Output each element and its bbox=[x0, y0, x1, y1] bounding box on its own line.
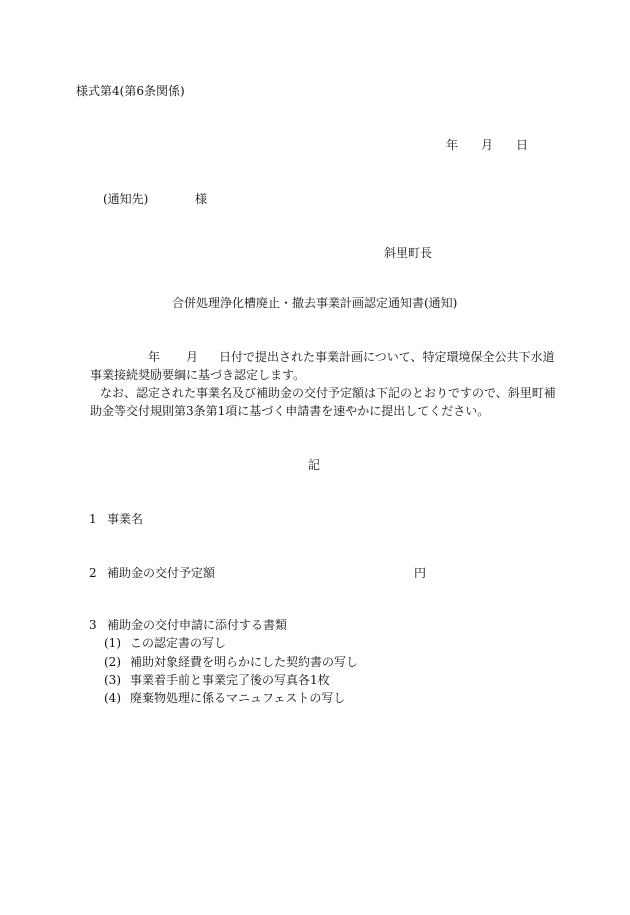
subitem-number: (4) bbox=[104, 691, 121, 705]
item2-number: 2 bbox=[89, 566, 97, 580]
recipient-label: (通知先) bbox=[103, 192, 149, 206]
body-paragraph2-line2: 助金等交付規則第3条第1項に基づく申請書を速やかに提出してください。 bbox=[90, 404, 490, 418]
item2-label: 補助金の交付予定額 bbox=[107, 566, 216, 580]
subitem-text: 事業着手前と事業完了後の写真各1枚 bbox=[130, 673, 330, 687]
item1-number: 1 bbox=[89, 512, 97, 526]
body-paragraph2-line1: なお、認定された事業名及び補助金の交付予定額は下記のとおりですので、斜里町補 bbox=[100, 386, 556, 400]
date-year-label: 年 bbox=[446, 138, 459, 152]
item1-label: 事業名 bbox=[107, 512, 144, 526]
body-year-label: 年 bbox=[148, 350, 161, 364]
subitem-number: (2) bbox=[104, 655, 121, 669]
date-day-label: 日 bbox=[516, 138, 529, 152]
subitem-text: 補助対象経費を明らかにした契約書の写し bbox=[130, 655, 359, 669]
body-paragraph1-line2: 事業接続奨励要綱に基づき認定します。 bbox=[90, 368, 306, 382]
document-title: 合併処理浄化槽廃止・撤去事業計画認定通知書(通知) bbox=[172, 296, 458, 310]
subitem-number: (1) bbox=[104, 636, 121, 650]
sender-name: 斜里町長 bbox=[384, 246, 433, 260]
form-number: 様式第4(第6条関係) bbox=[76, 84, 185, 98]
body-month-label: 月 bbox=[186, 350, 199, 364]
item2-unit: 円 bbox=[414, 566, 427, 580]
date-month-label: 月 bbox=[481, 138, 494, 152]
recipient-honorific: 様 bbox=[195, 192, 208, 206]
subitem-number: (3) bbox=[104, 673, 121, 687]
item3-number: 3 bbox=[89, 618, 97, 632]
subitem-text: 廃棄物処理に係るマニュフェストの写し bbox=[130, 691, 346, 705]
item3-label: 補助金の交付申請に添付する書類 bbox=[107, 618, 288, 632]
body-paragraph1-line1: 日付で提出された事業計画について、特定環境保全公共下水道 bbox=[219, 350, 555, 364]
ki-heading: 記 bbox=[308, 458, 321, 472]
subitem-text: この認定書の写し bbox=[130, 636, 227, 650]
